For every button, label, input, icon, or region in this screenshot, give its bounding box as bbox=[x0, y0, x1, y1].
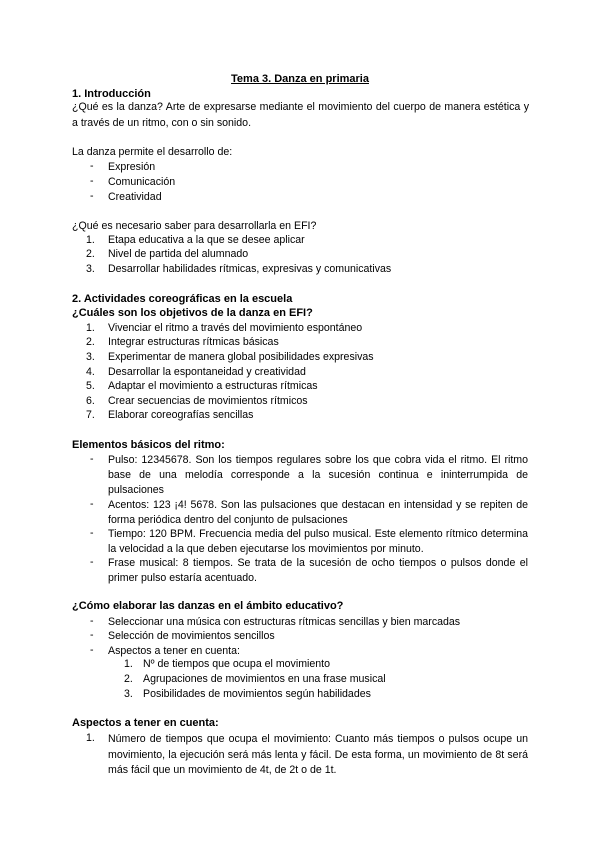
list-item: Número de tiempos que ocupa el movimiento: Cuanto más tiempos o pulsos ocupe un movimiento, la ejecución será más lenta y fácil. De esta forma, un movimiento de 8t será más fácil que un movimiento de 4t, de 2t o de 1t. bbox=[108, 733, 528, 776]
list-item: Posibilidades de movimientos según habilidades bbox=[143, 688, 371, 700]
list-item: Selección de movimientos sencillos bbox=[108, 630, 275, 642]
list-number: 4. bbox=[86, 366, 95, 378]
bullet-dash: - bbox=[90, 644, 94, 656]
list-number: 2. bbox=[86, 336, 95, 348]
bullet-dash: - bbox=[90, 190, 94, 202]
bullet-dash: - bbox=[90, 527, 94, 539]
list-number: 2. bbox=[124, 673, 133, 685]
list-item: Nº de tiempos que ocupa el movimiento bbox=[143, 658, 331, 670]
list-item: Aspectos a tener en cuenta: bbox=[108, 645, 240, 657]
bullet-dash: - bbox=[90, 615, 94, 627]
saber-label: ¿Qué es necesario saber para desarrollarla en EFI? bbox=[72, 220, 317, 232]
list-number: 3. bbox=[86, 263, 95, 275]
list-number: 5. bbox=[86, 380, 95, 392]
list-number: 3. bbox=[86, 351, 95, 363]
list-number: 7. bbox=[86, 409, 95, 421]
section-1-heading: 1. Introducción bbox=[72, 88, 151, 100]
list-item: Adaptar el movimiento a estructuras rítmicas bbox=[108, 380, 318, 392]
objetivos-heading: ¿Cuáles son los objetivos de la danza en EFI? bbox=[72, 307, 313, 319]
list-item: Tiempo: 120 BPM. Frecuencia media del pulso musical. Este elemento rítmico determina la velocidad a la que deben ejecutarse los movimientos por minuto. bbox=[108, 528, 528, 555]
bullet-dash: - bbox=[90, 160, 94, 172]
list-item: Elaborar coreografías sencillas bbox=[108, 409, 254, 421]
aspectos-heading: Aspectos a tener en cuenta: bbox=[72, 717, 219, 729]
list-number: 1. bbox=[124, 658, 133, 670]
ritmo-heading: Elementos básicos del ritmo: bbox=[72, 439, 225, 451]
list-number: 1. bbox=[86, 234, 95, 246]
bullet-dash: - bbox=[90, 453, 94, 465]
intro-paragraph: ¿Qué es la danza? Arte de expresarse mediante el movimiento del cuerpo de manera estética y a través de un ritmo, con o sin sonido. bbox=[72, 101, 529, 129]
list-item: Nivel de partida del alumnado bbox=[108, 248, 249, 260]
list-item: Pulso: 12345678. Son los tiempos regulares sobre los que cobra vida el ritmo. El ritmo base de una melodía corresponde a la sucesión continua e ininterrumpida de pulsaciones bbox=[108, 454, 528, 496]
list-item: Expresión bbox=[108, 161, 156, 173]
list-item: Experimentar de manera global posibilidades expresivas bbox=[108, 351, 374, 363]
list-number: 1. bbox=[86, 732, 95, 744]
elaborar-heading: ¿Cómo elaborar las danzas en el ámbito educativo? bbox=[72, 600, 344, 612]
list-item: Creatividad bbox=[108, 191, 162, 203]
list-item: Comunicación bbox=[108, 176, 176, 188]
bullet-dash: - bbox=[90, 556, 94, 568]
list-number: 1. bbox=[86, 322, 95, 334]
list-item: Desarrollar la espontaneidad y creatividad bbox=[108, 366, 306, 378]
bullet-dash: - bbox=[90, 498, 94, 510]
list-number: 2. bbox=[86, 248, 95, 260]
list-item: Integrar estructuras rítmicas básicas bbox=[108, 336, 279, 348]
list-item: Acentos: 123 ¡4! 5678. Son las pulsaciones que destacan en intensidad y se repiten de forma periódica dentro del conjunto de pulsaciones bbox=[108, 499, 528, 526]
section-2-heading: 2. Actividades coreográficas en la escuela bbox=[72, 293, 293, 305]
list-number: 3. bbox=[124, 688, 133, 700]
list-item: Agrupaciones de movimientos en una frase musical bbox=[143, 673, 386, 685]
list-item: Crear secuencias de movimientos rítmicos bbox=[108, 395, 308, 407]
list-item: Desarrollar habilidades rítmicas, expresivas y comunicativas bbox=[108, 263, 392, 275]
list-number: 6. bbox=[86, 395, 95, 407]
permite-label: La danza permite el desarrollo de: bbox=[72, 146, 233, 158]
list-item: Etapa educativa a la que se desee aplicar bbox=[108, 234, 305, 246]
list-item: Vivenciar el ritmo a través del movimiento espontáneo bbox=[108, 322, 363, 334]
bullet-dash: - bbox=[90, 629, 94, 641]
bullet-dash: - bbox=[90, 175, 94, 187]
list-item: Frase musical: 8 tiempos. Se trata de la sucesión de ocho tiempos o pulsos donde el primer pulso estaría acentuado. bbox=[108, 557, 528, 584]
list-item: Seleccionar una música con estructuras rítmicas sencillas y bien marcadas bbox=[108, 616, 461, 628]
document-title: Tema 3. Danza en primaria bbox=[231, 73, 369, 85]
